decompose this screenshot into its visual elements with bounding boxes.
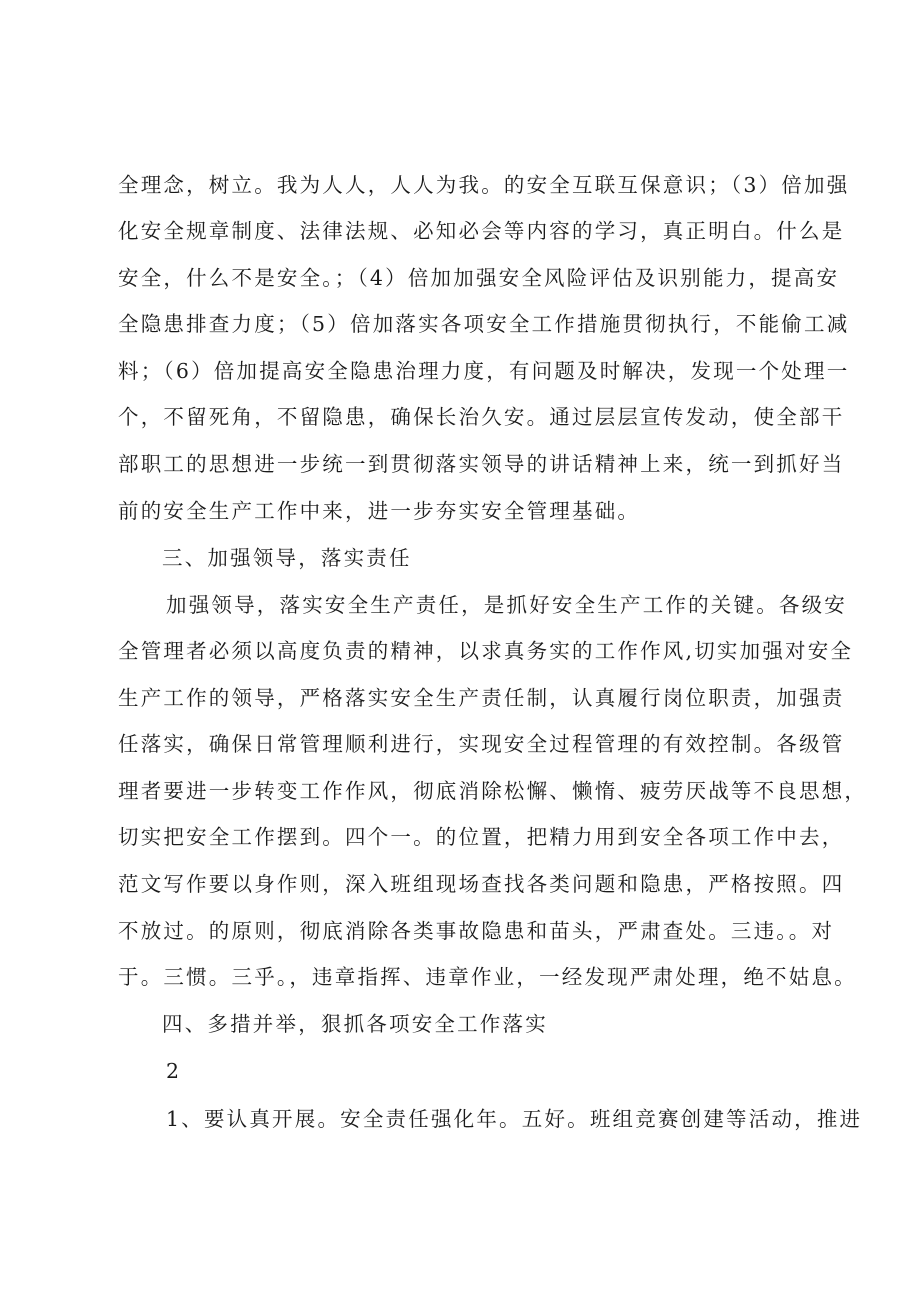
paragraph-line: 个，不留死角，不留隐患，确保长治久安。通过层层宣传发动，使全部干 xyxy=(118,405,845,429)
paragraph-line: 部职工的思想进一步统一到贯彻落实领导的讲话精神上来，统一到抓好当 xyxy=(118,452,845,476)
paragraph-line: 范文写作要以身作则，深入班组现场查找各类问题和隐患，严格按照。四 xyxy=(118,872,845,896)
paragraph-line: 全管理者必须以高度负责的精神，以求真务实的工作作风,切实加强对安全 xyxy=(118,639,854,663)
paragraph-line: 全理念，树立。我为人人，人人为我。的安全互联互保意识；（3）倍加强 xyxy=(118,173,850,197)
paragraph-line: 不放过。的原则，彻底消除各类事故隐患和苗头，严肃查处。三违。。对 xyxy=(118,919,835,943)
paragraph-line: 加强领导，落实安全生产责任，是抓好安全生产工作的关键。各级安 xyxy=(166,593,847,617)
paragraph-line: 任落实，确保日常管理顺利进行，实现安全过程管理的有效控制。各级管 xyxy=(118,732,845,756)
paragraph-line: 全隐患排查力度；（5）倍加落实各项安全工作措施贯彻执行，不能偷工减 xyxy=(118,312,850,336)
paragraph-line: 理者要进一步转变工作作风，彻底消除松懈、懒惰、疲劳厌战等不良思想， xyxy=(118,779,868,803)
paragraph-line: 化安全规章制度、法律法规、必知必会等内容的学习，真正明白。什么是 xyxy=(118,219,845,243)
paragraph-line: 于。三惯。三乎。，违章指挥、违章作业，一经发现严肃处理，绝不姑息。 xyxy=(118,965,857,989)
section-heading-4: 四、多措并举，狠抓各项安全工作落实 xyxy=(162,1012,548,1036)
paragraph-line: 安全，什么不是安全。；（4）倍加加强安全风险评估及识别能力，提高安 xyxy=(118,266,840,290)
section-heading-3: 三、加强领导，落实责任 xyxy=(162,546,412,570)
paragraph-line: 切实把安全工作摆到。四个一。的位置，把精力用到安全各项工作中去， xyxy=(118,825,845,849)
paragraph-line: 生产工作的领导，严格落实安全生产责任制，认真履行岗位职责，加强责 xyxy=(118,686,845,710)
page-number: 2 xyxy=(166,1059,182,1083)
paragraph-line: 前的安全生产工作中来，进一步夯实安全管理基础。 xyxy=(118,499,641,523)
paragraph-line: 料；（6）倍加提高安全隐患治理力度，有问题及时解决，发现一个处理一 xyxy=(118,359,850,383)
paragraph-line: 1、要认真开展。安全责任强化年。五好。班组竞赛创建等活动，推进 xyxy=(166,1107,863,1131)
